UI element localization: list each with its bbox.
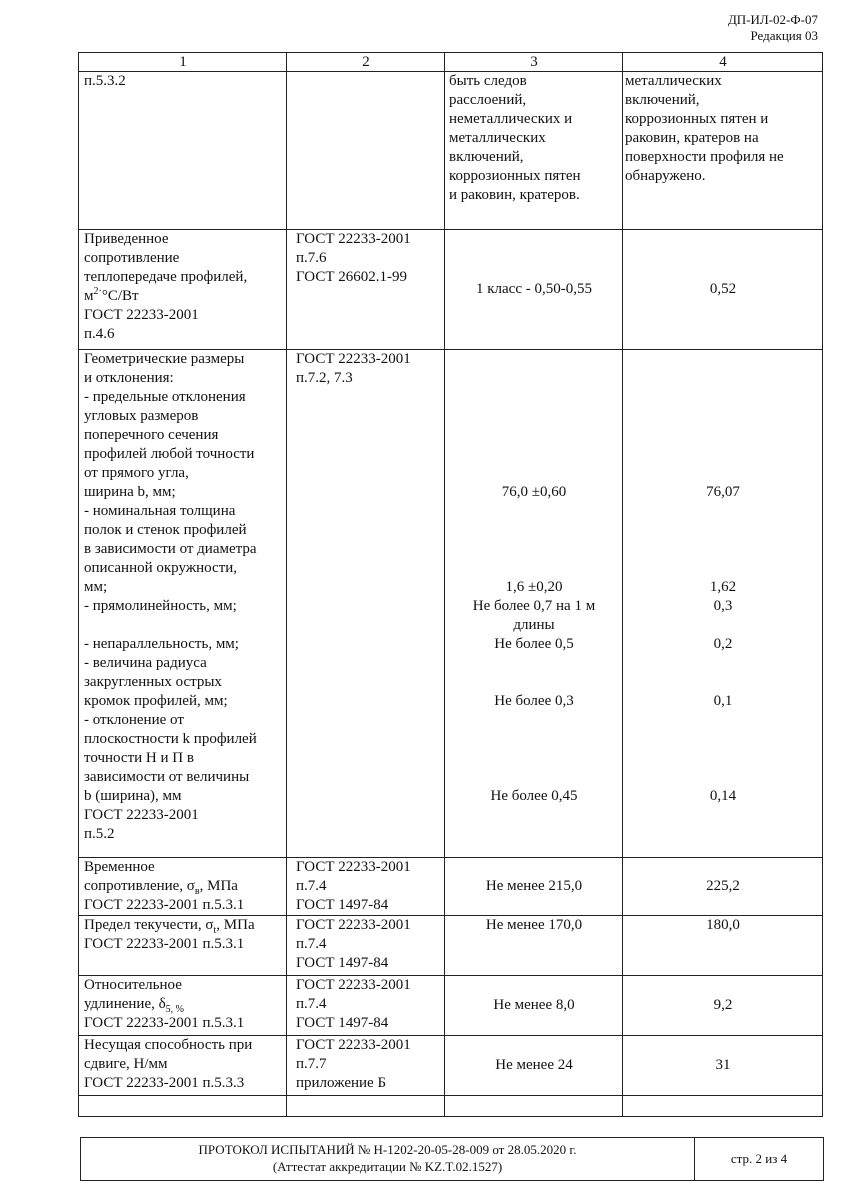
cell-line: и отклонения: <box>84 370 174 386</box>
cell-line: раковин, кратеров на <box>625 130 759 146</box>
cell-line <box>450 426 618 445</box>
cell-line: Приведенное <box>84 231 169 247</box>
result-cell <box>623 1036 823 1096</box>
cell-line <box>450 521 618 540</box>
cell-line: сдвиге, Н/мм <box>84 1056 168 1072</box>
column-number: 3 <box>445 53 623 72</box>
cell-text: п.5.3.2 <box>84 73 126 89</box>
result-cell <box>623 230 823 350</box>
cell-line: угловых размеров <box>84 408 199 424</box>
cell-line: профилей любой точности <box>84 446 255 462</box>
cell-line: Несущая способность при <box>84 1037 253 1053</box>
cell-line: п.7.7 <box>296 1056 327 1072</box>
cell-line <box>450 673 618 692</box>
cell-line: - величина радиуса <box>84 655 207 671</box>
result-cell <box>623 976 823 1036</box>
cell-line: п.5.2 <box>84 826 115 842</box>
cell-text: сопротивление, σ <box>84 878 195 894</box>
result-cell <box>623 350 823 858</box>
empty-cell <box>79 1096 287 1117</box>
cell-line: 76,0 ±0,60 <box>501 484 567 500</box>
cell-text: удлинение, δ <box>84 996 166 1012</box>
method-cell <box>287 916 445 976</box>
requirement-cell <box>445 858 623 916</box>
cell-line: теплопередаче профилей, <box>84 269 248 285</box>
cell-line: включений, <box>625 92 700 108</box>
cell-line: ГОСТ 22233-2001 <box>84 307 199 323</box>
cell-line <box>628 350 818 369</box>
cell-line <box>450 730 618 749</box>
result-cell <box>623 916 823 976</box>
cell-line: ГОСТ 22233-2001 п.5.3.1 <box>84 936 245 952</box>
cell-text: Не менее 170,0 <box>485 917 583 933</box>
column-number: 2 <box>287 53 445 72</box>
cell-line <box>450 445 618 464</box>
cell-line <box>628 369 818 388</box>
unit-line <box>84 287 282 306</box>
cell-line: - отклонение от <box>84 712 184 728</box>
cell-text: 9,2 <box>713 997 733 1013</box>
cell-line: ГОСТ 22233-2001 <box>296 917 411 933</box>
cell-line: ГОСТ 22233-2001 <box>296 231 411 247</box>
cell-line <box>628 407 818 426</box>
cell-line: ГОСТ 22233-2001 п.5.3.1 <box>84 897 245 913</box>
column-number-row <box>79 53 823 72</box>
column-number: 1 <box>79 53 287 72</box>
cell-line: коррозионных пятен <box>449 168 581 184</box>
empty-row <box>79 1096 823 1117</box>
cell-text: 180,0 <box>706 917 740 933</box>
cell-text: Не менее 8,0 <box>493 997 575 1013</box>
footer-box <box>80 1137 824 1181</box>
indicator-cell <box>79 72 287 230</box>
cell-text: Предел текучести, σ <box>84 917 214 933</box>
table-row <box>79 230 823 350</box>
cell-line: Не более 0,5 <box>494 636 574 652</box>
indicator-cell <box>79 976 287 1036</box>
column-number: 4 <box>623 53 823 72</box>
requirement-cell <box>445 1036 623 1096</box>
results-table <box>78 52 823 1117</box>
table-row <box>79 350 823 858</box>
cell-line: 1,62 <box>709 579 737 595</box>
cell-line: Геометрические размеры <box>84 351 245 367</box>
cell-line <box>628 388 818 407</box>
page-number: стр. 2 из 4 <box>730 1151 788 1166</box>
cell-line: точности Н и П в <box>84 750 194 766</box>
indicator-cell <box>79 916 287 976</box>
cell-line: поверхности профиля не <box>625 149 784 165</box>
cell-line: п.7.6 <box>296 250 327 266</box>
cell-line <box>628 768 818 787</box>
cell-line <box>450 540 618 559</box>
cell-line: приложение Б <box>296 1075 387 1091</box>
indicator-cell <box>79 350 287 858</box>
table-row <box>79 1036 823 1096</box>
cell-line: 0,3 <box>713 598 733 614</box>
indicator-cell <box>79 1036 287 1096</box>
cell-line <box>450 768 618 787</box>
method-cell <box>287 72 445 230</box>
empty-cell <box>445 1096 623 1117</box>
table-row <box>79 916 823 976</box>
indicator-cell <box>79 230 287 350</box>
cell-line: полок и стенок профилей <box>84 522 247 538</box>
footer-protocol-block <box>81 1138 695 1180</box>
cell-line <box>84 877 282 896</box>
cell-text: 225,2 <box>706 878 740 894</box>
cell-text: , МПа <box>216 917 255 933</box>
method-cell <box>287 1036 445 1096</box>
cell-line: закругленных острых <box>84 674 222 690</box>
cell-line <box>628 502 818 521</box>
cell-line: ГОСТ 22233-2001 п.5.3.3 <box>84 1075 245 1091</box>
cell-line <box>450 502 618 521</box>
empty-cell <box>287 1096 445 1117</box>
result-cell <box>623 858 823 916</box>
cell-line: и раковин, кратеров. <box>449 187 580 203</box>
empty-cell <box>623 1096 823 1117</box>
cell-line: Не более 0,45 <box>490 788 578 804</box>
cell-line: зависимости от величины <box>84 769 250 785</box>
table-row <box>79 72 823 230</box>
cell-text: Не менее 215,0 <box>485 878 583 894</box>
cell-line: сопротивление <box>84 250 180 266</box>
cell-line <box>628 673 818 692</box>
cell-text: 0,52 <box>709 281 737 297</box>
cell-line: ГОСТ 22233-2001 п.5.3.1 <box>84 1015 245 1031</box>
cell-line: расслоений, <box>449 92 527 108</box>
cell-line: неметаллических и <box>449 111 573 127</box>
cell-line <box>628 521 818 540</box>
requirement-cell <box>445 72 623 230</box>
cell-line: ширина b, мм; <box>84 484 176 500</box>
cell-line: - прямолинейность, мм; <box>84 598 237 614</box>
cell-line: ГОСТ 22233-2001 <box>296 351 411 367</box>
requirement-cell <box>445 976 623 1036</box>
cell-line: плоскостности k профилей <box>84 731 257 747</box>
cell-line: включений, <box>449 149 524 165</box>
cell-line: - непараллельность, мм; <box>84 636 239 652</box>
cell-line: ГОСТ 26602.1-99 <box>296 269 407 285</box>
cell-line: ГОСТ 22233-2001 <box>296 1037 411 1053</box>
cell-line: Не более 0,7 на 1 м <box>472 598 596 614</box>
method-cell <box>287 858 445 916</box>
cell-line: Временное <box>84 859 155 875</box>
cell-text: 1 класс - 0,50-0,55 <box>476 281 592 297</box>
cell-line: - предельные отклонения <box>84 389 246 405</box>
cell-line: описанной окружности, <box>84 560 238 576</box>
cell-line: 1,6 ±0,20 <box>505 579 563 595</box>
cell-line <box>628 445 818 464</box>
subscript: 5, % <box>165 1004 185 1015</box>
accreditation-note: (Аттестат аккредитации № KZ.T.02.1527) <box>272 1159 503 1174</box>
requirement-cell <box>445 350 623 858</box>
cell-line: ГОСТ 1497-84 <box>296 955 389 971</box>
cell-line <box>84 616 282 635</box>
cell-line: 0,2 <box>713 636 733 652</box>
requirement-cell <box>445 916 623 976</box>
cell-line <box>84 995 282 1014</box>
cell-text: Не менее 24 <box>495 1057 573 1073</box>
cell-line: п.4.6 <box>84 326 115 342</box>
method-cell <box>287 230 445 350</box>
cell-line <box>450 559 618 578</box>
indicator-cell <box>79 858 287 916</box>
cell-line: обнаружено. <box>625 168 706 184</box>
table-row <box>79 858 823 916</box>
cell-line <box>628 654 818 673</box>
document-code: ДП-ИЛ-02-Ф-07 <box>727 12 818 27</box>
cell-line: п.7.4 <box>296 878 327 894</box>
cell-line: кромок профилей, мм; <box>84 693 228 709</box>
cell-line <box>450 749 618 768</box>
cell-line: - номинальная толщина <box>84 503 236 519</box>
cell-line: п.7.4 <box>296 936 327 952</box>
table-row <box>79 976 823 1036</box>
cell-line <box>450 388 618 407</box>
cell-line: длины <box>513 617 555 633</box>
subscript: t <box>213 925 217 936</box>
cell-line: поперечного сечения <box>84 427 219 443</box>
result-cell <box>623 72 823 230</box>
cell-line <box>450 711 618 730</box>
cell-line <box>628 730 818 749</box>
cell-line: Относительное <box>84 977 182 993</box>
cell-line: быть следов <box>449 73 527 89</box>
cell-line: мм; <box>84 579 108 595</box>
cell-line <box>628 711 818 730</box>
cell-line <box>450 654 618 673</box>
unit-superscript: 2· <box>93 286 102 297</box>
subscript: в <box>194 886 200 897</box>
cell-line: Не более 0,3 <box>494 693 574 709</box>
cell-line: 0,14 <box>709 788 737 804</box>
cell-text: , МПа <box>199 878 238 894</box>
method-cell <box>287 350 445 858</box>
cell-line: от прямого угла, <box>84 465 189 481</box>
cell-line <box>628 426 818 445</box>
cell-text: 31 <box>715 1057 731 1073</box>
cell-line: ГОСТ 1497-84 <box>296 897 389 913</box>
cell-line: металлических <box>449 130 546 146</box>
cell-line: ГОСТ 22233-2001 <box>84 807 199 823</box>
unit-text: м <box>84 288 94 304</box>
cell-line: ГОСТ 22233-2001 <box>296 977 411 993</box>
cell-line: п.7.4 <box>296 996 327 1012</box>
cell-line <box>84 916 282 935</box>
cell-line: 76,07 <box>706 484 740 500</box>
cell-line <box>628 616 818 635</box>
cell-line: в зависимости от диаметра <box>84 541 257 557</box>
requirement-cell <box>445 230 623 350</box>
cell-line <box>450 350 618 369</box>
unit-text: °С/Вт <box>101 288 139 304</box>
revision-label: Редакция 03 <box>750 28 818 43</box>
cell-line <box>628 749 818 768</box>
protocol-title: ПРОТОКОЛ ИСПЫТАНИЙ № Н-1202-20-05-28-009 от 28.05.2020 г. <box>198 1142 577 1157</box>
cell-line <box>450 407 618 426</box>
cell-line: 0,1 <box>713 693 733 709</box>
cell-line: коррозионных пятен и <box>625 111 769 127</box>
cell-line <box>450 369 618 388</box>
method-cell <box>287 976 445 1036</box>
cell-line: металлических <box>625 73 722 89</box>
cell-line <box>628 540 818 559</box>
cell-line <box>628 464 818 483</box>
cell-line: ГОСТ 1497-84 <box>296 1015 389 1031</box>
cell-line <box>628 559 818 578</box>
cell-line: ГОСТ 22233-2001 <box>296 859 411 875</box>
cell-line: b (ширина), мм <box>84 788 182 804</box>
cell-line <box>450 464 618 483</box>
cell-line: п.7.2, 7.3 <box>296 370 353 386</box>
